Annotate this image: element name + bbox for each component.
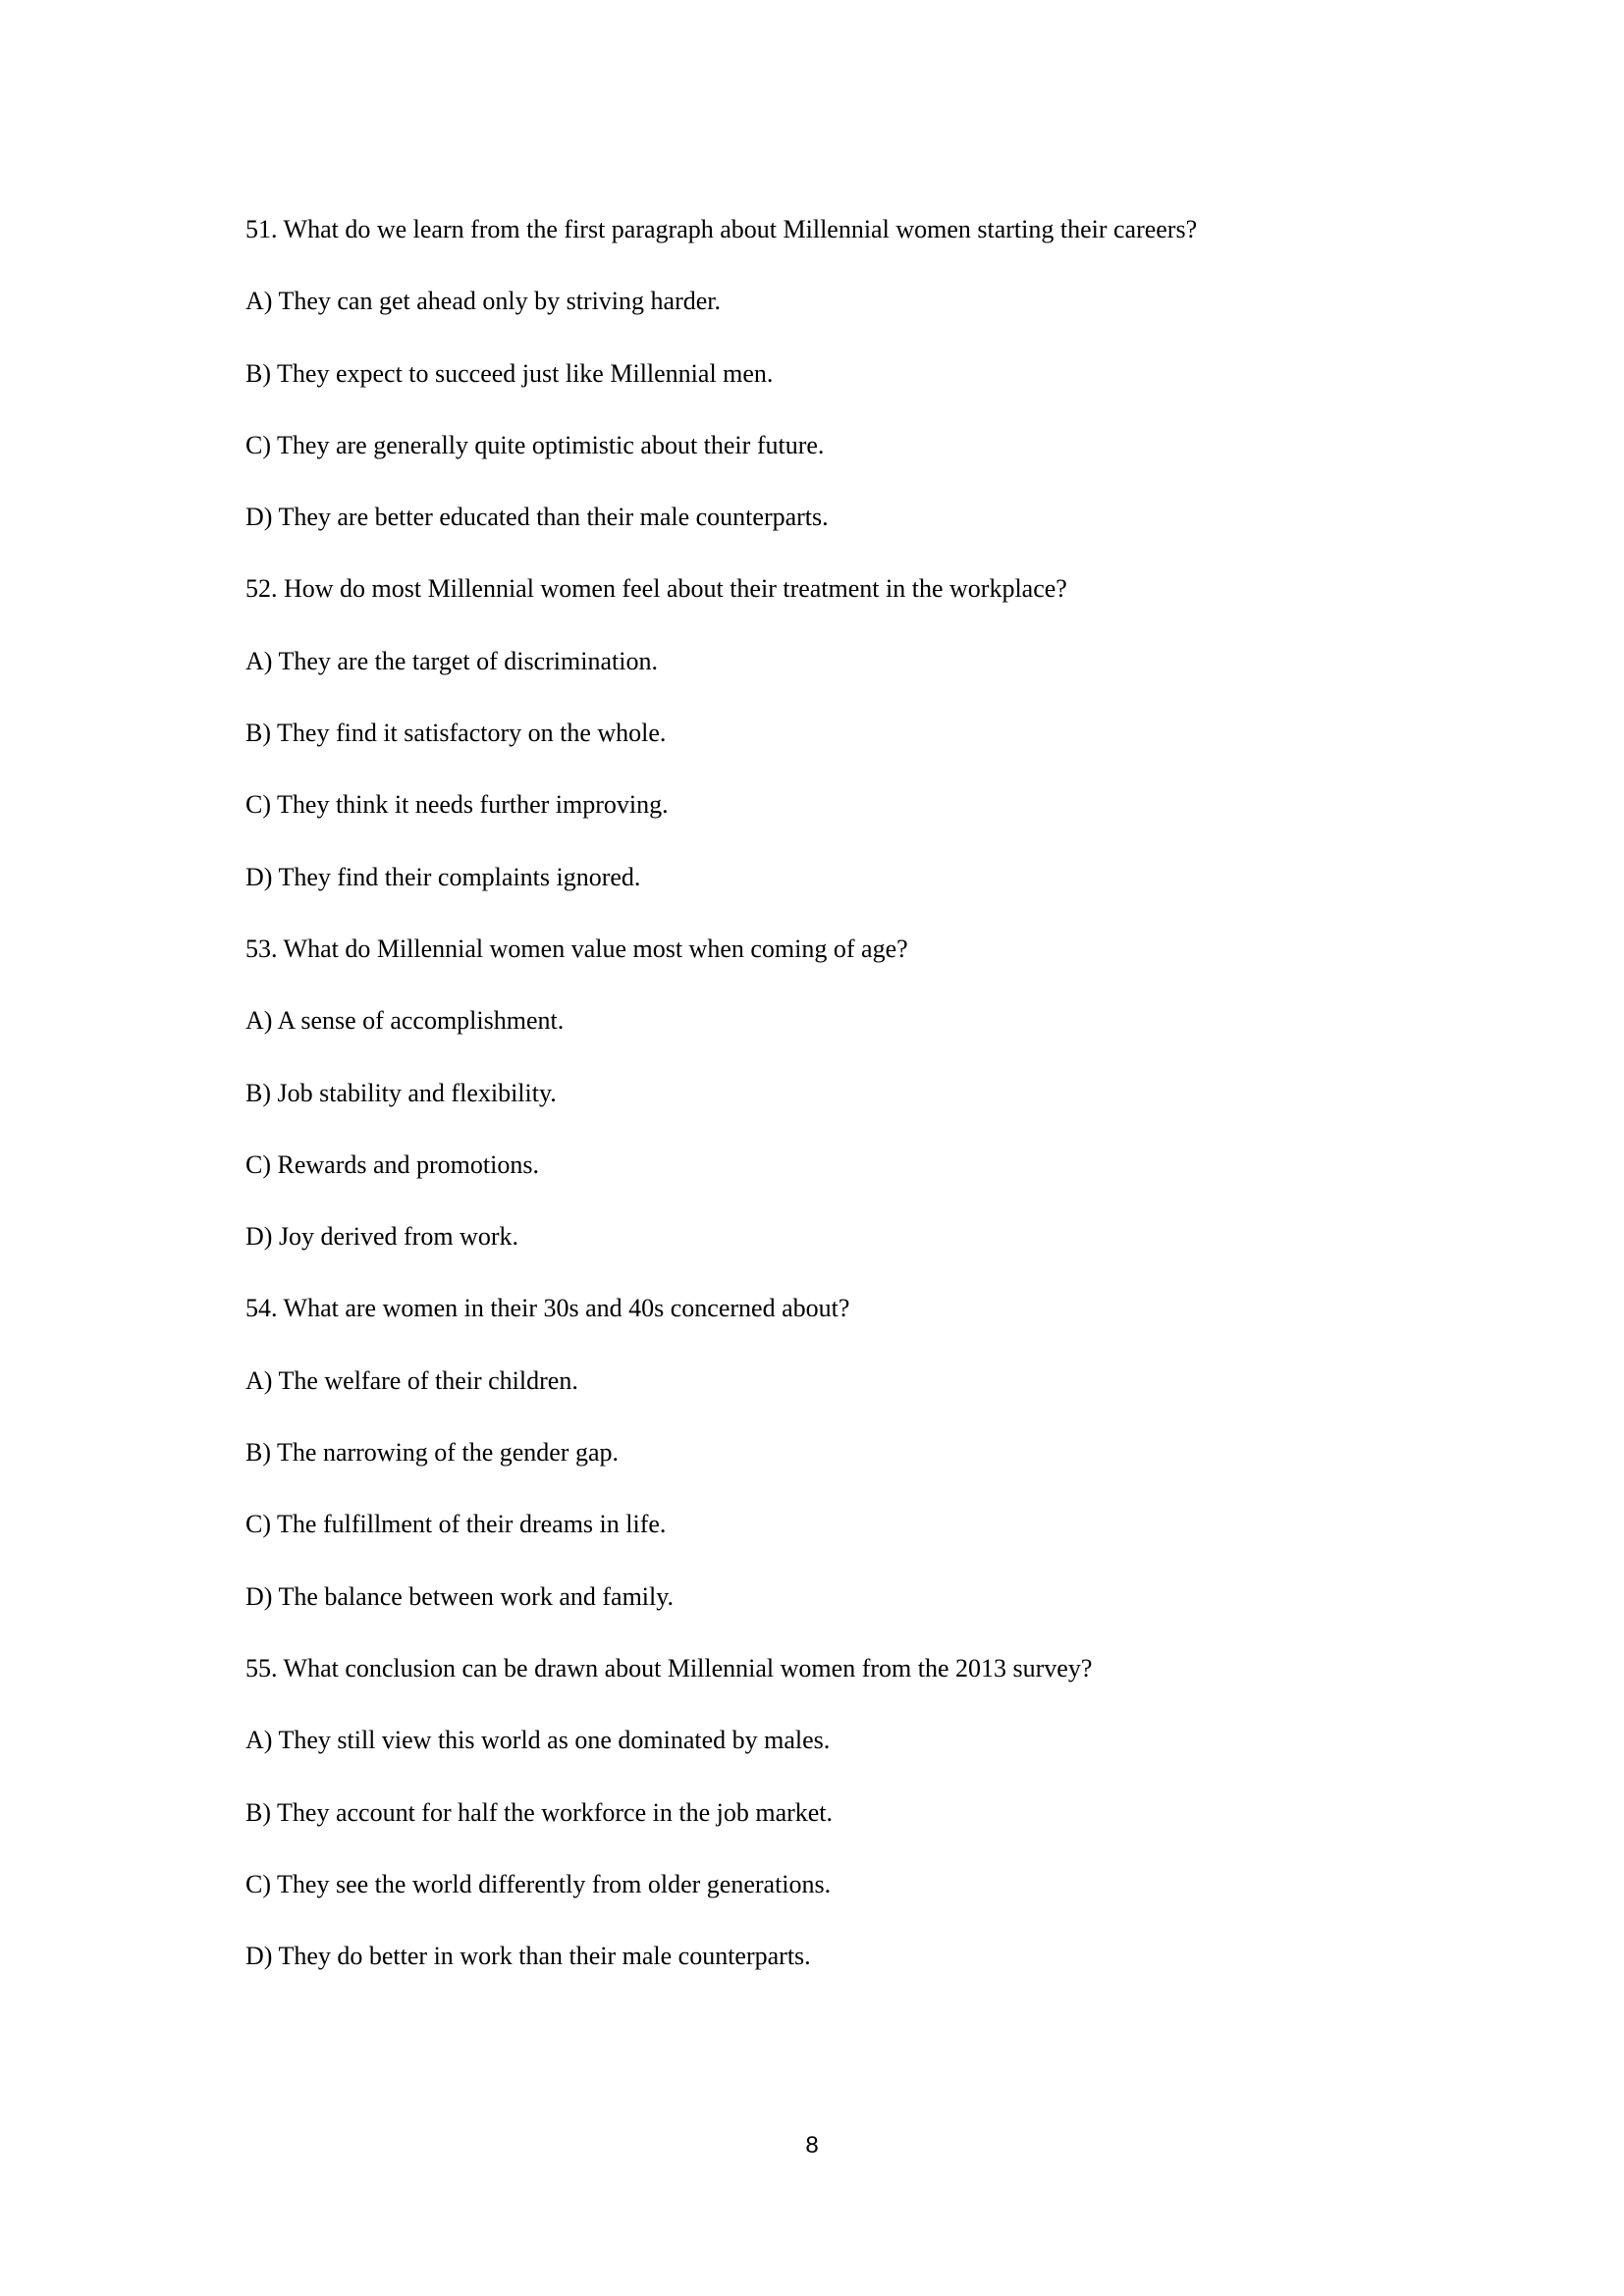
option-text: They are generally quite optimistic about their future. (277, 430, 825, 459)
option-label: A) (245, 1365, 273, 1395)
option-text: They see the world differently from older generations. (277, 1869, 832, 1898)
option-label: D) (245, 1581, 273, 1611)
question-text: What do we learn from the first paragraph about Millennial women starting their careers? (283, 215, 1198, 243)
question-51-option-a (245, 265, 1506, 337)
option-label: D) (245, 862, 273, 891)
question-51 (245, 193, 1506, 265)
question-text: What do Millennial women value most when coming of age? (283, 934, 908, 963)
option-text: The welfare of their children. (278, 1365, 578, 1395)
option-text: Rewards and promotions. (277, 1149, 539, 1179)
question-52-option-c (245, 769, 1506, 840)
option-label: D) (245, 503, 273, 532)
question-number: 51. (245, 215, 278, 243)
question-51-option-c (245, 409, 1506, 481)
question-55-option-c (245, 1848, 1506, 1920)
question-53-option-d (245, 1201, 1506, 1272)
option-text: They account for half the workforce in the job market. (277, 1797, 834, 1827)
option-label: B) (245, 1078, 271, 1107)
question-54-option-b (245, 1416, 1506, 1488)
option-text: A sense of accomplishment. (277, 1006, 565, 1036)
option-text: The fulfillment of their dreams in life. (277, 1510, 667, 1539)
question-number: 55. (245, 1653, 278, 1682)
option-text: They are better educated than their male counterparts. (278, 503, 829, 532)
question-51-option-b (245, 338, 1506, 409)
option-text: Joy derived from work. (278, 1222, 518, 1252)
question-54-option-c (245, 1488, 1506, 1560)
option-label: D) (245, 1222, 273, 1252)
question-52-option-d (245, 841, 1506, 913)
option-label: C) (245, 430, 271, 459)
option-text: They find it satisfactory on the whole. (277, 719, 667, 748)
question-52-option-b (245, 697, 1506, 769)
option-text: Job stability and flexibility. (277, 1078, 557, 1107)
option-label: B) (245, 358, 271, 388)
option-text: The narrowing of the gender gap. (277, 1438, 620, 1468)
question-number: 52. (245, 574, 278, 604)
option-label: B) (245, 1797, 271, 1827)
option-label: C) (245, 1510, 271, 1539)
question-53 (245, 913, 1506, 985)
question-54-option-a (245, 1345, 1506, 1416)
option-label: A) (245, 1726, 273, 1755)
question-52 (245, 553, 1506, 624)
question-55 (245, 1632, 1506, 1704)
option-label: B) (245, 719, 271, 748)
question-text: How do most Millennial women feel about their treatment in the workplace? (284, 574, 1067, 604)
option-text: The balance between work and family. (278, 1581, 675, 1611)
option-text: They do better in work than their male counterparts. (278, 1942, 811, 1971)
option-label: C) (245, 1869, 271, 1898)
question-55-option-d (245, 1920, 1506, 1992)
option-label: A) (245, 1006, 273, 1036)
question-51-option-d (245, 481, 1506, 553)
option-label: C) (245, 1149, 271, 1179)
option-text: They are the target of discrimination. (278, 646, 658, 675)
question-53-option-c (245, 1129, 1506, 1201)
question-54 (245, 1272, 1506, 1344)
question-53-option-b (245, 1057, 1506, 1129)
option-label: D) (245, 1942, 273, 1971)
question-55-option-a (245, 1704, 1506, 1776)
option-label: C) (245, 790, 271, 820)
question-55-option-b (245, 1777, 1506, 1848)
option-label: A) (245, 287, 273, 316)
option-text: They can get ahead only by striving harder. (278, 287, 721, 316)
question-52-option-a (245, 625, 1506, 697)
page-number: 8 (805, 2132, 819, 2159)
question-number: 53. (245, 934, 278, 963)
option-label: B) (245, 1438, 271, 1468)
question-53-option-a (245, 985, 1506, 1056)
option-text: They expect to succeed just like Millennial men. (277, 358, 774, 388)
question-text: What are women in their 30s and 40s concerned about? (283, 1294, 850, 1323)
question-54-option-d (245, 1561, 1506, 1632)
option-label: A) (245, 646, 273, 675)
question-number: 54. (245, 1294, 278, 1323)
question-text: What conclusion can be drawn about Millennial women from the 2013 survey? (283, 1653, 1093, 1682)
option-text: They think it needs further improving. (277, 790, 669, 820)
option-text: They still view this world as one dominated by males. (278, 1726, 831, 1755)
option-text: They find their complaints ignored. (278, 862, 641, 891)
questions-block (245, 193, 1506, 1992)
